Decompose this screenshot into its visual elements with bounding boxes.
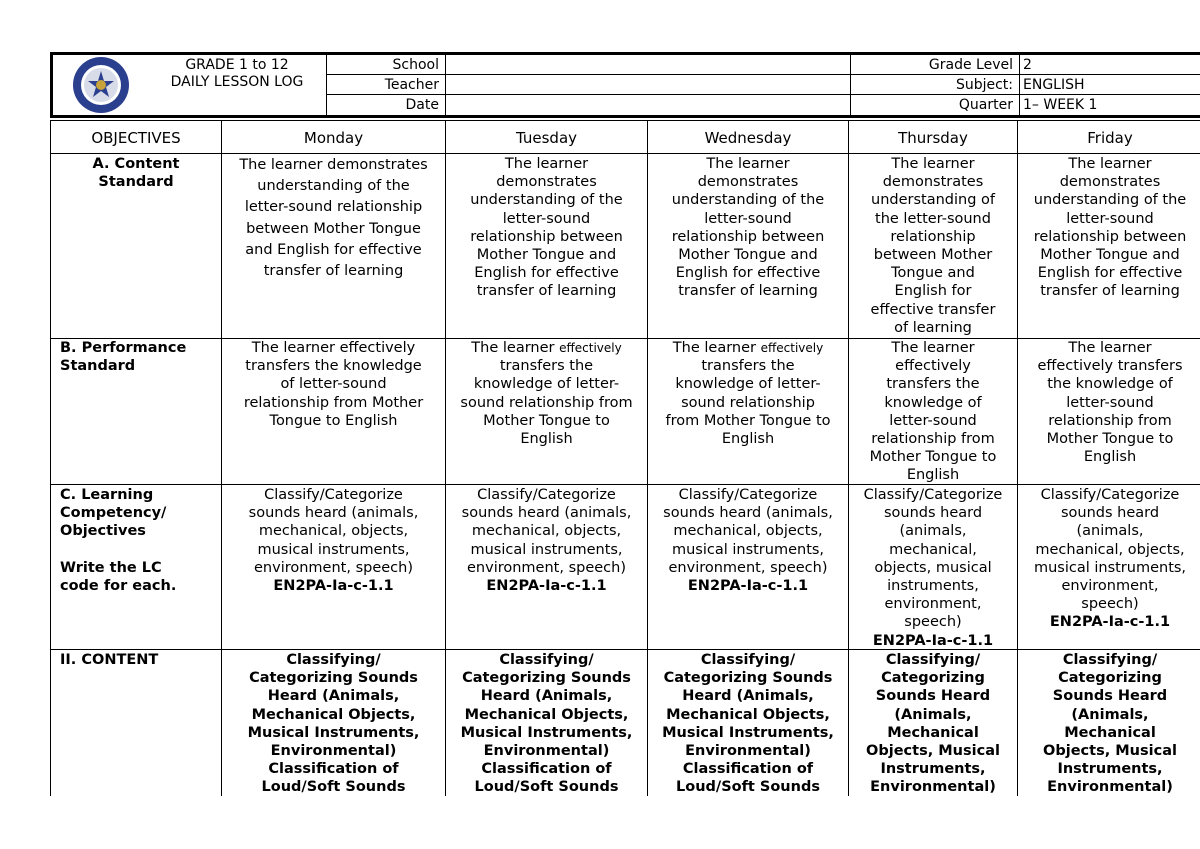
- text-line: Categorizing: [881, 670, 985, 687]
- text-line: Mother Tongue and: [678, 247, 818, 264]
- text-line: letter-sound relationship: [244, 199, 423, 216]
- text-line: The learner demonstrates: [239, 157, 428, 173]
- text-line: mechanical,: [889, 541, 977, 558]
- text-line: English: [721, 431, 775, 448]
- row-label-line: A. Content: [92, 156, 180, 172]
- row-label-line: Write the LC: [60, 559, 162, 576]
- text-line: Loud/Soft Sounds: [676, 779, 820, 796]
- lesson-log-table: [50, 120, 1200, 796]
- text-line: Categorizing Sounds: [663, 670, 833, 687]
- col-header-friday: Friday: [1087, 129, 1133, 147]
- text-line: Sounds Heard: [1052, 688, 1168, 705]
- text-line: knowledge of letter-: [675, 376, 821, 393]
- text-line: Classify/Categorize: [863, 487, 1003, 503]
- text-line: effective transfer: [870, 301, 996, 318]
- text-line: from Mother Tongue to: [665, 412, 831, 429]
- text-line: understanding of the: [470, 192, 623, 209]
- text-line: letter-sound: [502, 210, 591, 227]
- text-line: The learner: [891, 340, 975, 356]
- text-line: relationship from: [1048, 412, 1172, 429]
- row-label-content: II. CONTENT: [60, 652, 159, 668]
- text-line: The learner: [706, 156, 790, 172]
- cell-performance-standard-friday: [1018, 339, 1200, 466]
- text-line: English: [906, 467, 960, 484]
- text-line: Mother Tongue to: [1046, 431, 1174, 448]
- cell-performance-standard-thursday: [849, 339, 1017, 485]
- date-field[interactable]: [445, 96, 850, 114]
- text-line: Mechanical Objects,: [666, 706, 830, 723]
- subject-value[interactable]: ENGLISH: [1023, 77, 1085, 93]
- text-line: Mother Tongue to: [483, 412, 610, 429]
- text-line: environment,: [884, 596, 982, 613]
- text-line: transfer of learning: [263, 263, 404, 280]
- text-line: understanding of the: [257, 178, 410, 195]
- text-line: (animals,: [899, 523, 967, 540]
- cell-learning-competency-wednesday: [648, 486, 848, 595]
- text-line: (animals,: [1076, 523, 1144, 540]
- text-line: [650, 339, 846, 357]
- cell-learning-competency-friday: [1018, 486, 1200, 632]
- lc-code: EN2PA-Ia-c-1.1: [687, 578, 809, 595]
- text-line: musical instruments,: [1033, 559, 1187, 576]
- school-label: School: [392, 57, 439, 73]
- text-line: between Mother: [873, 247, 993, 264]
- date-label: Date: [405, 97, 439, 113]
- text-run: effectively: [760, 341, 824, 355]
- text-line: mechanical, objects,: [1035, 541, 1185, 558]
- col-header-monday: Monday: [303, 129, 364, 147]
- text-run: The learner: [471, 340, 560, 356]
- text-line: transfers the: [886, 376, 980, 393]
- lc-code: EN2PA-Ia-c-1.1: [273, 578, 394, 595]
- spacer: [60, 541, 219, 559]
- cell-performance-standard-monday: [222, 339, 445, 430]
- text-line: demonstrates: [882, 174, 984, 191]
- text-line: the letter-sound: [875, 210, 991, 227]
- text-line: knowledge of: [884, 394, 982, 411]
- text-line: Environmental): [870, 779, 996, 796]
- text-line: of letter-sound: [280, 376, 387, 393]
- text-line: Musical Instruments,: [247, 724, 420, 741]
- text-line: relationship between: [470, 228, 623, 245]
- text-line: effectively transfers: [1037, 358, 1183, 375]
- row-label-line: Standard: [98, 174, 174, 191]
- text-line: mechanical, objects,: [258, 523, 409, 540]
- text-run: effectively: [559, 341, 622, 355]
- text-line: Objects, Musical: [866, 743, 1000, 760]
- text-line: Classify/Categorize: [1040, 487, 1180, 503]
- subject-label: Subject:: [955, 77, 1013, 93]
- row-label-line: code for each.: [60, 577, 177, 594]
- text-line: musical instruments,: [257, 541, 410, 558]
- row-label-content-standard: [51, 155, 221, 191]
- text-line: and English for effective: [245, 241, 422, 258]
- text-line: Instruments,: [880, 761, 986, 778]
- text-line: Mechanical: [1064, 724, 1156, 741]
- text-line: English: [520, 431, 573, 448]
- text-line: Classifying/: [1062, 652, 1158, 668]
- cell-performance-standard-tuesday: [446, 339, 647, 448]
- text-line: Mother Tongue and: [1040, 247, 1180, 264]
- cell-content-tuesday: [446, 651, 647, 797]
- col-header-wednesday: Wednesday: [704, 129, 792, 147]
- cell-content-friday: [1018, 651, 1200, 797]
- text-line: [448, 339, 645, 357]
- cell-content-monday: [222, 651, 445, 797]
- text-line: Objects, Musical: [1043, 743, 1177, 760]
- text-line: sound relationship from: [460, 394, 633, 411]
- text-line: relationship from: [871, 431, 995, 448]
- text-line: sounds heard: [883, 505, 983, 522]
- text-line: understanding of the: [1033, 192, 1187, 209]
- text-line: Categorizing Sounds: [462, 670, 631, 687]
- text-line: demonstrates: [697, 174, 799, 191]
- text-line: speech): [1081, 596, 1139, 613]
- text-line: Tongue to English: [269, 412, 398, 429]
- text-line: environment, speech): [254, 559, 413, 576]
- text-line: English for effective: [474, 265, 619, 282]
- cell-learning-competency-thursday: [849, 486, 1017, 650]
- text-line: relationship between: [671, 228, 825, 245]
- col-header-objectives: OBJECTIVES: [91, 129, 181, 147]
- text-line: mechanical, objects,: [673, 523, 823, 540]
- text-line: sounds heard (animals,: [663, 505, 833, 522]
- text-line: letter-sound: [704, 210, 792, 227]
- text-line: Heard (Animals,: [267, 688, 400, 705]
- text-line: English for effective: [1037, 265, 1183, 282]
- text-line: Tongue and: [891, 265, 975, 282]
- text-line: environment, speech): [668, 559, 828, 576]
- teacher-field[interactable]: [445, 76, 850, 94]
- text-line: Mother Tongue and: [476, 247, 617, 264]
- text-line: sounds heard (animals,: [461, 505, 632, 522]
- row-label-learning-competency: [51, 486, 221, 595]
- row-label-line: Standard: [60, 358, 136, 375]
- row-label-line: Objectives: [60, 523, 146, 540]
- text-line: demonstrates: [496, 174, 597, 191]
- quarter-label: Quarter: [958, 97, 1013, 113]
- text-line: English: [1083, 449, 1137, 466]
- text-line: Sounds Heard: [875, 688, 991, 705]
- text-line: relationship: [890, 228, 976, 245]
- text-line: understanding of the: [671, 192, 825, 209]
- text-line: transfer of learning: [476, 283, 617, 300]
- text-line: The learner effectively: [251, 340, 416, 356]
- text-line: effectively: [895, 358, 971, 375]
- title-line-2: DAILY LESSON LOG: [170, 74, 304, 90]
- text-line: English for: [894, 283, 972, 300]
- text-line: musical instruments,: [470, 541, 623, 558]
- row-label-line: Competency/: [60, 505, 167, 522]
- deped-seal-icon: [71, 55, 131, 115]
- text-line: English for effective: [675, 265, 821, 282]
- text-line: demonstrates: [1059, 174, 1161, 191]
- text-line: The learner: [891, 156, 975, 172]
- text-line: Classifying/: [700, 652, 796, 668]
- text-line: Loud/Soft Sounds: [474, 779, 619, 796]
- lc-code: EN2PA-Ia-c-1.1: [486, 578, 607, 595]
- text-line: Musical Instruments,: [662, 724, 834, 741]
- text-line: understanding of: [871, 192, 995, 209]
- text-line: Classify/Categorize: [477, 487, 616, 503]
- text-line: knowledge of letter-: [473, 376, 620, 393]
- text-line: sounds heard (animals,: [248, 505, 419, 522]
- text-line: (Animals,: [894, 706, 972, 723]
- lc-code: EN2PA-Ia-c-1.1: [872, 632, 994, 649]
- text-line: Classification of: [268, 761, 399, 778]
- text-line: Mother Tongue to: [869, 449, 997, 466]
- deped-seal: [53, 55, 148, 115]
- text-line: speech): [904, 614, 962, 631]
- text-line: objects, musical: [874, 559, 992, 576]
- cell-learning-competency-monday: [222, 486, 445, 595]
- cell-content-standard-thursday: [849, 155, 1017, 337]
- text-line: Mechanical Objects,: [251, 706, 416, 723]
- text-line: Instruments,: [1057, 761, 1163, 778]
- text-line: transfers the: [499, 358, 594, 375]
- text-line: environment, speech): [467, 559, 626, 576]
- text-line: Mechanical Objects,: [464, 706, 629, 723]
- text-line: (Animals,: [1071, 706, 1149, 723]
- text-line: Classifying/: [499, 652, 594, 668]
- text-line: of learning: [894, 319, 972, 336]
- text-line: Categorizing: [1058, 670, 1162, 687]
- text-line: Categorizing Sounds: [249, 670, 418, 687]
- cell-performance-standard-wednesday: [648, 339, 848, 448]
- text-line: between Mother Tongue: [246, 220, 421, 237]
- row-label-line: B. Performance: [60, 340, 187, 356]
- col-header-tuesday: Tuesday: [515, 129, 578, 147]
- dll-title: [148, 57, 326, 91]
- text-line: sounds heard: [1060, 505, 1160, 522]
- text-line: relationship from Mother: [243, 394, 424, 411]
- text-line: Environmental): [1047, 779, 1173, 796]
- text-line: environment,: [1061, 578, 1159, 595]
- text-line: mechanical, objects,: [471, 523, 622, 540]
- text-run: The learner: [672, 340, 761, 356]
- cell-content-wednesday: [648, 651, 848, 797]
- text-line: Loud/Soft Sounds: [261, 779, 406, 796]
- text-line: transfer of learning: [1040, 283, 1180, 300]
- dll-header: [50, 52, 1200, 118]
- cell-content-standard-tuesday: [446, 155, 647, 301]
- text-line: instruments,: [887, 578, 979, 595]
- text-line: musical instruments,: [671, 541, 825, 558]
- text-line: Classify/Categorize: [678, 487, 818, 503]
- text-line: Mechanical: [887, 724, 979, 741]
- text-line: Classification of: [682, 761, 814, 778]
- text-line: Environmental): [483, 743, 610, 760]
- text-line: letter-sound: [1066, 394, 1154, 411]
- quarter-value[interactable]: 1– WEEK 1: [1023, 97, 1098, 113]
- text-line: Classifying/: [286, 652, 381, 668]
- text-line: Classify/Categorize: [264, 487, 403, 503]
- title-line-1: GRADE 1 to 12: [185, 57, 289, 73]
- cell-content-thursday: [849, 651, 1017, 797]
- text-line: Classifying/: [885, 652, 981, 668]
- school-field[interactable]: [445, 56, 850, 74]
- text-line: transfers the knowledge: [245, 358, 422, 375]
- text-line: the knowledge of: [1047, 376, 1173, 393]
- text-line: letter-sound: [1066, 210, 1154, 227]
- grade-level-label: Grade Level: [928, 57, 1013, 73]
- text-line: The learner: [1068, 340, 1152, 356]
- text-line: Heard (Animals,: [480, 688, 613, 705]
- text-line: transfers the: [701, 358, 795, 375]
- text-line: Environmental): [685, 743, 811, 760]
- text-line: Heard (Animals,: [682, 688, 814, 705]
- text-line: transfer of learning: [678, 283, 818, 300]
- row-label-line: C. Learning: [60, 487, 154, 503]
- text-line: The learner: [1068, 156, 1152, 172]
- cell-content-standard-friday: [1018, 155, 1200, 301]
- text-line: relationship between: [1033, 228, 1187, 245]
- cell-content-standard-wednesday: [648, 155, 848, 301]
- col-header-thursday: Thursday: [898, 129, 968, 147]
- cell-content-standard-monday: [222, 155, 445, 282]
- text-line: Classification of: [481, 761, 612, 778]
- text-line: The learner: [504, 156, 589, 172]
- row-label-performance-standard: [51, 339, 221, 375]
- lc-code: EN2PA-Ia-c-1.1: [1049, 614, 1171, 631]
- cell-learning-competency-tuesday: [446, 486, 647, 595]
- text-line: letter-sound: [889, 412, 977, 429]
- teacher-label: Teacher: [384, 77, 439, 93]
- text-line: sound relationship: [681, 394, 815, 411]
- grade-level-value[interactable]: 2: [1023, 57, 1032, 73]
- text-line: Environmental): [270, 743, 397, 760]
- text-line: Musical Instruments,: [460, 724, 633, 741]
